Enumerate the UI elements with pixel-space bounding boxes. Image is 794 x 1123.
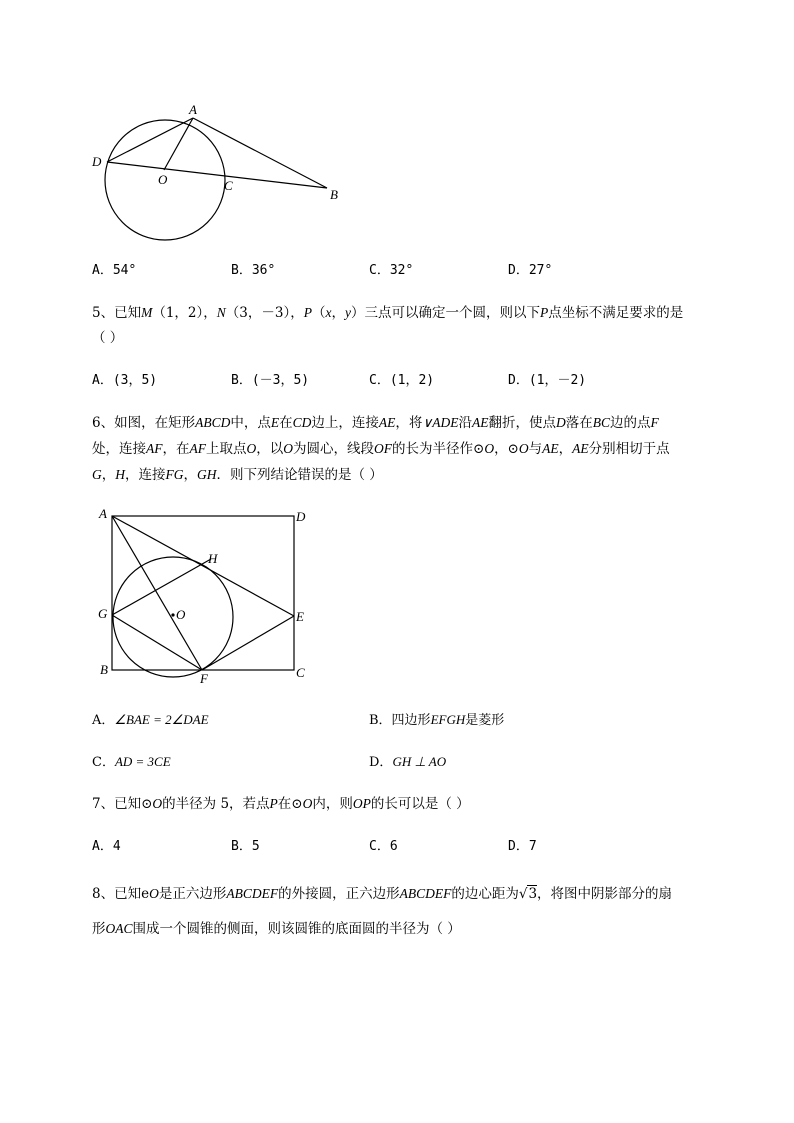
q8-math: ABCDEF <box>399 886 452 901</box>
q7-text: 7、已知⊙ <box>92 796 153 812</box>
q6-option-c-expr: AD = 3CE <box>114 754 171 769</box>
q6-math: ABCD <box>195 415 231 430</box>
q7-text: 的长可以是（ ） <box>370 796 470 812</box>
q7-stem <box>92 794 470 814</box>
q6-math: CD <box>292 415 312 430</box>
q8-text: 的外接圆，正六边形 <box>278 886 400 902</box>
q7-math: OP <box>352 796 371 811</box>
q6-text: ，连接 <box>125 467 166 483</box>
q6-option-d-prefix: D． <box>369 755 393 770</box>
label-d: D <box>92 154 102 169</box>
q8-math: ABCDEF <box>226 886 279 901</box>
label-o: O <box>176 607 186 622</box>
label-g: G <box>98 606 108 621</box>
point-o <box>171 613 174 616</box>
q5-comma: ， <box>331 305 345 321</box>
q4-option-d: D．27° <box>508 263 553 278</box>
q6-text: ，在 <box>162 441 190 457</box>
label-e: E <box>296 609 304 624</box>
q6-math: O <box>246 441 257 456</box>
label-c: C <box>224 178 233 193</box>
segment-db <box>107 162 327 188</box>
label-b: B <box>330 187 338 202</box>
q7-text: 在⊙ <box>277 796 303 812</box>
q6-text: 处，连接 <box>92 441 146 457</box>
q6-math: F <box>650 415 659 430</box>
q5-option-a: A．(3，5) <box>92 373 158 388</box>
q6-stem-line2 <box>92 439 670 459</box>
q6-option-d-expr: GH ⊥ AO <box>392 754 447 769</box>
q5-x: x <box>325 305 332 320</box>
q7-math: O <box>302 796 313 811</box>
q6-math: E <box>270 415 280 430</box>
q7-text: 的半径为 5，若点 <box>162 796 270 812</box>
q8-math: O <box>149 886 159 901</box>
q7-option-d: D．7 <box>508 839 537 854</box>
q8-text: 形 <box>92 921 106 937</box>
q6-text: ， <box>183 467 197 483</box>
q5-paren-close: ） <box>350 305 365 321</box>
q6-text: 的长为半径作⊙ <box>392 441 485 457</box>
q6-math: H <box>115 467 125 482</box>
q6-text: 翻折，使点 <box>488 415 556 431</box>
q6-text: 中，点 <box>230 415 271 431</box>
q5-answer-blank: （ ） <box>92 330 124 346</box>
q6-text: 在 <box>279 415 293 431</box>
q6-math: ∨ADE <box>422 415 459 430</box>
q8-text: 的边心距为 <box>451 886 519 902</box>
label-a: A <box>99 506 107 521</box>
q5-text: 已知 <box>114 305 142 321</box>
q6-option-c <box>92 753 171 772</box>
segment-gh <box>112 559 211 615</box>
q8-text: 是正六边形 <box>158 886 227 902</box>
q6-text: 分别相切于点 <box>588 441 670 457</box>
q6-text: ．则下列结论错误的是（ ） <box>216 467 383 483</box>
q5-option-b: B．(－3，5) <box>231 373 310 388</box>
q6-math: AE <box>542 441 559 456</box>
q6-math: OF <box>374 441 392 456</box>
label-c: C <box>296 665 305 680</box>
q8-math: OAC <box>105 921 133 936</box>
q6-option-a <box>92 711 209 730</box>
q4-option-b: B．36° <box>231 263 276 278</box>
label-h: H <box>208 551 218 566</box>
q4-option-c: C．32° <box>369 263 414 278</box>
figure-circle-tangent <box>80 100 360 260</box>
q6-text: ， <box>558 441 573 457</box>
q6-math: BC <box>592 415 610 430</box>
q6-option-a-prefix: A． <box>92 713 115 728</box>
q6-text: 为圆心，线段 <box>293 441 374 457</box>
q6-text: 落在 <box>565 415 593 431</box>
q6-math: GH <box>197 467 217 482</box>
q7-option-c: C．6 <box>369 839 398 854</box>
q7-math: P <box>269 796 278 811</box>
q7-option-b: B．5 <box>231 839 260 854</box>
rectangle-abcd <box>112 516 294 670</box>
q8-sqrt: √3 <box>518 886 538 902</box>
q6-text: ，以 <box>256 441 284 457</box>
q6-stem-line1 <box>92 413 659 433</box>
q6-math: D <box>555 415 566 430</box>
q6-math: O <box>484 441 495 456</box>
q6-text: 边的点 <box>610 415 651 431</box>
q6-math: AF <box>189 441 206 456</box>
q7-option-a: A．4 <box>92 839 121 854</box>
segment-fe <box>202 616 294 670</box>
q6-text: 6、如图，在矩形 <box>92 415 196 431</box>
q6-option-a-expr: ∠BAE = 2∠DAE <box>114 712 209 727</box>
label-a: A <box>189 102 197 117</box>
q6-option-d <box>369 753 446 772</box>
q5-stem-line1 <box>92 303 683 323</box>
q7-math: O <box>152 796 163 811</box>
q5-option-d: D．(1，－2) <box>508 373 587 388</box>
label-d: D <box>296 509 306 524</box>
q6-text: 沿 <box>458 415 472 431</box>
label-b: B <box>100 662 108 677</box>
q8-text: 围成一个圆锥的侧面，则该圆锥的底面圆的半径为（ ） <box>132 921 461 937</box>
q6-math: AE <box>572 441 589 456</box>
q6-math: AE <box>378 415 396 430</box>
q6-math: O <box>518 441 529 456</box>
q6-text: 上取点 <box>206 441 247 457</box>
q8-text: ，将图中阴影部分的扇 <box>537 886 673 902</box>
q5-option-c: C．(1，2) <box>369 373 435 388</box>
q7-text: 内，则 <box>312 796 353 812</box>
q6-math: AF <box>146 441 163 456</box>
q6-math: AE <box>471 415 489 430</box>
q6-option-c-prefix: C． <box>92 755 115 770</box>
q5-paren-open: （ <box>311 305 326 321</box>
q5-m-coord: （1，2）， <box>152 305 217 321</box>
q6-option-b-prefix: B．四边形 <box>369 713 431 728</box>
circle-o <box>113 557 233 677</box>
q8-text: 8、已知 <box>92 886 142 902</box>
q6-option-b-math: EFGH <box>430 712 466 727</box>
q6-text: 边上，连接 <box>311 415 379 431</box>
q8-stem-line2 <box>92 919 461 939</box>
q4-option-a: A．54° <box>92 263 137 278</box>
label-o: O <box>158 172 168 187</box>
q6-text: ，⊙ <box>494 441 519 457</box>
q6-stem-line3 <box>92 465 383 485</box>
q8-circle-symbol: e <box>141 886 150 902</box>
segment-gf <box>112 615 202 670</box>
segment-ae <box>112 516 294 616</box>
q6-math: O <box>283 441 293 456</box>
q6-text: ，将 <box>395 415 423 431</box>
q5-number: 5、 <box>92 305 115 321</box>
q6-text: 与 <box>528 441 543 457</box>
q5-point-p2: P <box>539 305 549 320</box>
q8-stem-line1 <box>92 884 672 904</box>
q6-math: FG <box>165 467 184 482</box>
q6-text: ， <box>101 467 116 483</box>
q6-option-b <box>369 711 504 730</box>
segment-ab <box>193 118 327 188</box>
q8-sqrt-radicand: 3 <box>528 886 538 902</box>
q6-math: G <box>92 467 102 482</box>
q5-text-3: 点坐标不满足要求的是 <box>548 305 684 321</box>
q5-y: y <box>344 305 351 320</box>
q5-point-m: M <box>141 305 153 320</box>
figure-rectangle-circle <box>95 505 315 685</box>
q5-n-coord: （3，－3）， <box>225 305 304 321</box>
segment-af <box>112 516 202 670</box>
q5-point-p: P <box>303 305 312 320</box>
label-f: F <box>200 671 208 685</box>
q6-option-b-tail: 是菱形 <box>465 713 505 728</box>
q5-text-2: 三点可以确定一个圆，则以下 <box>364 305 540 321</box>
q5-point-n: N <box>216 305 226 320</box>
